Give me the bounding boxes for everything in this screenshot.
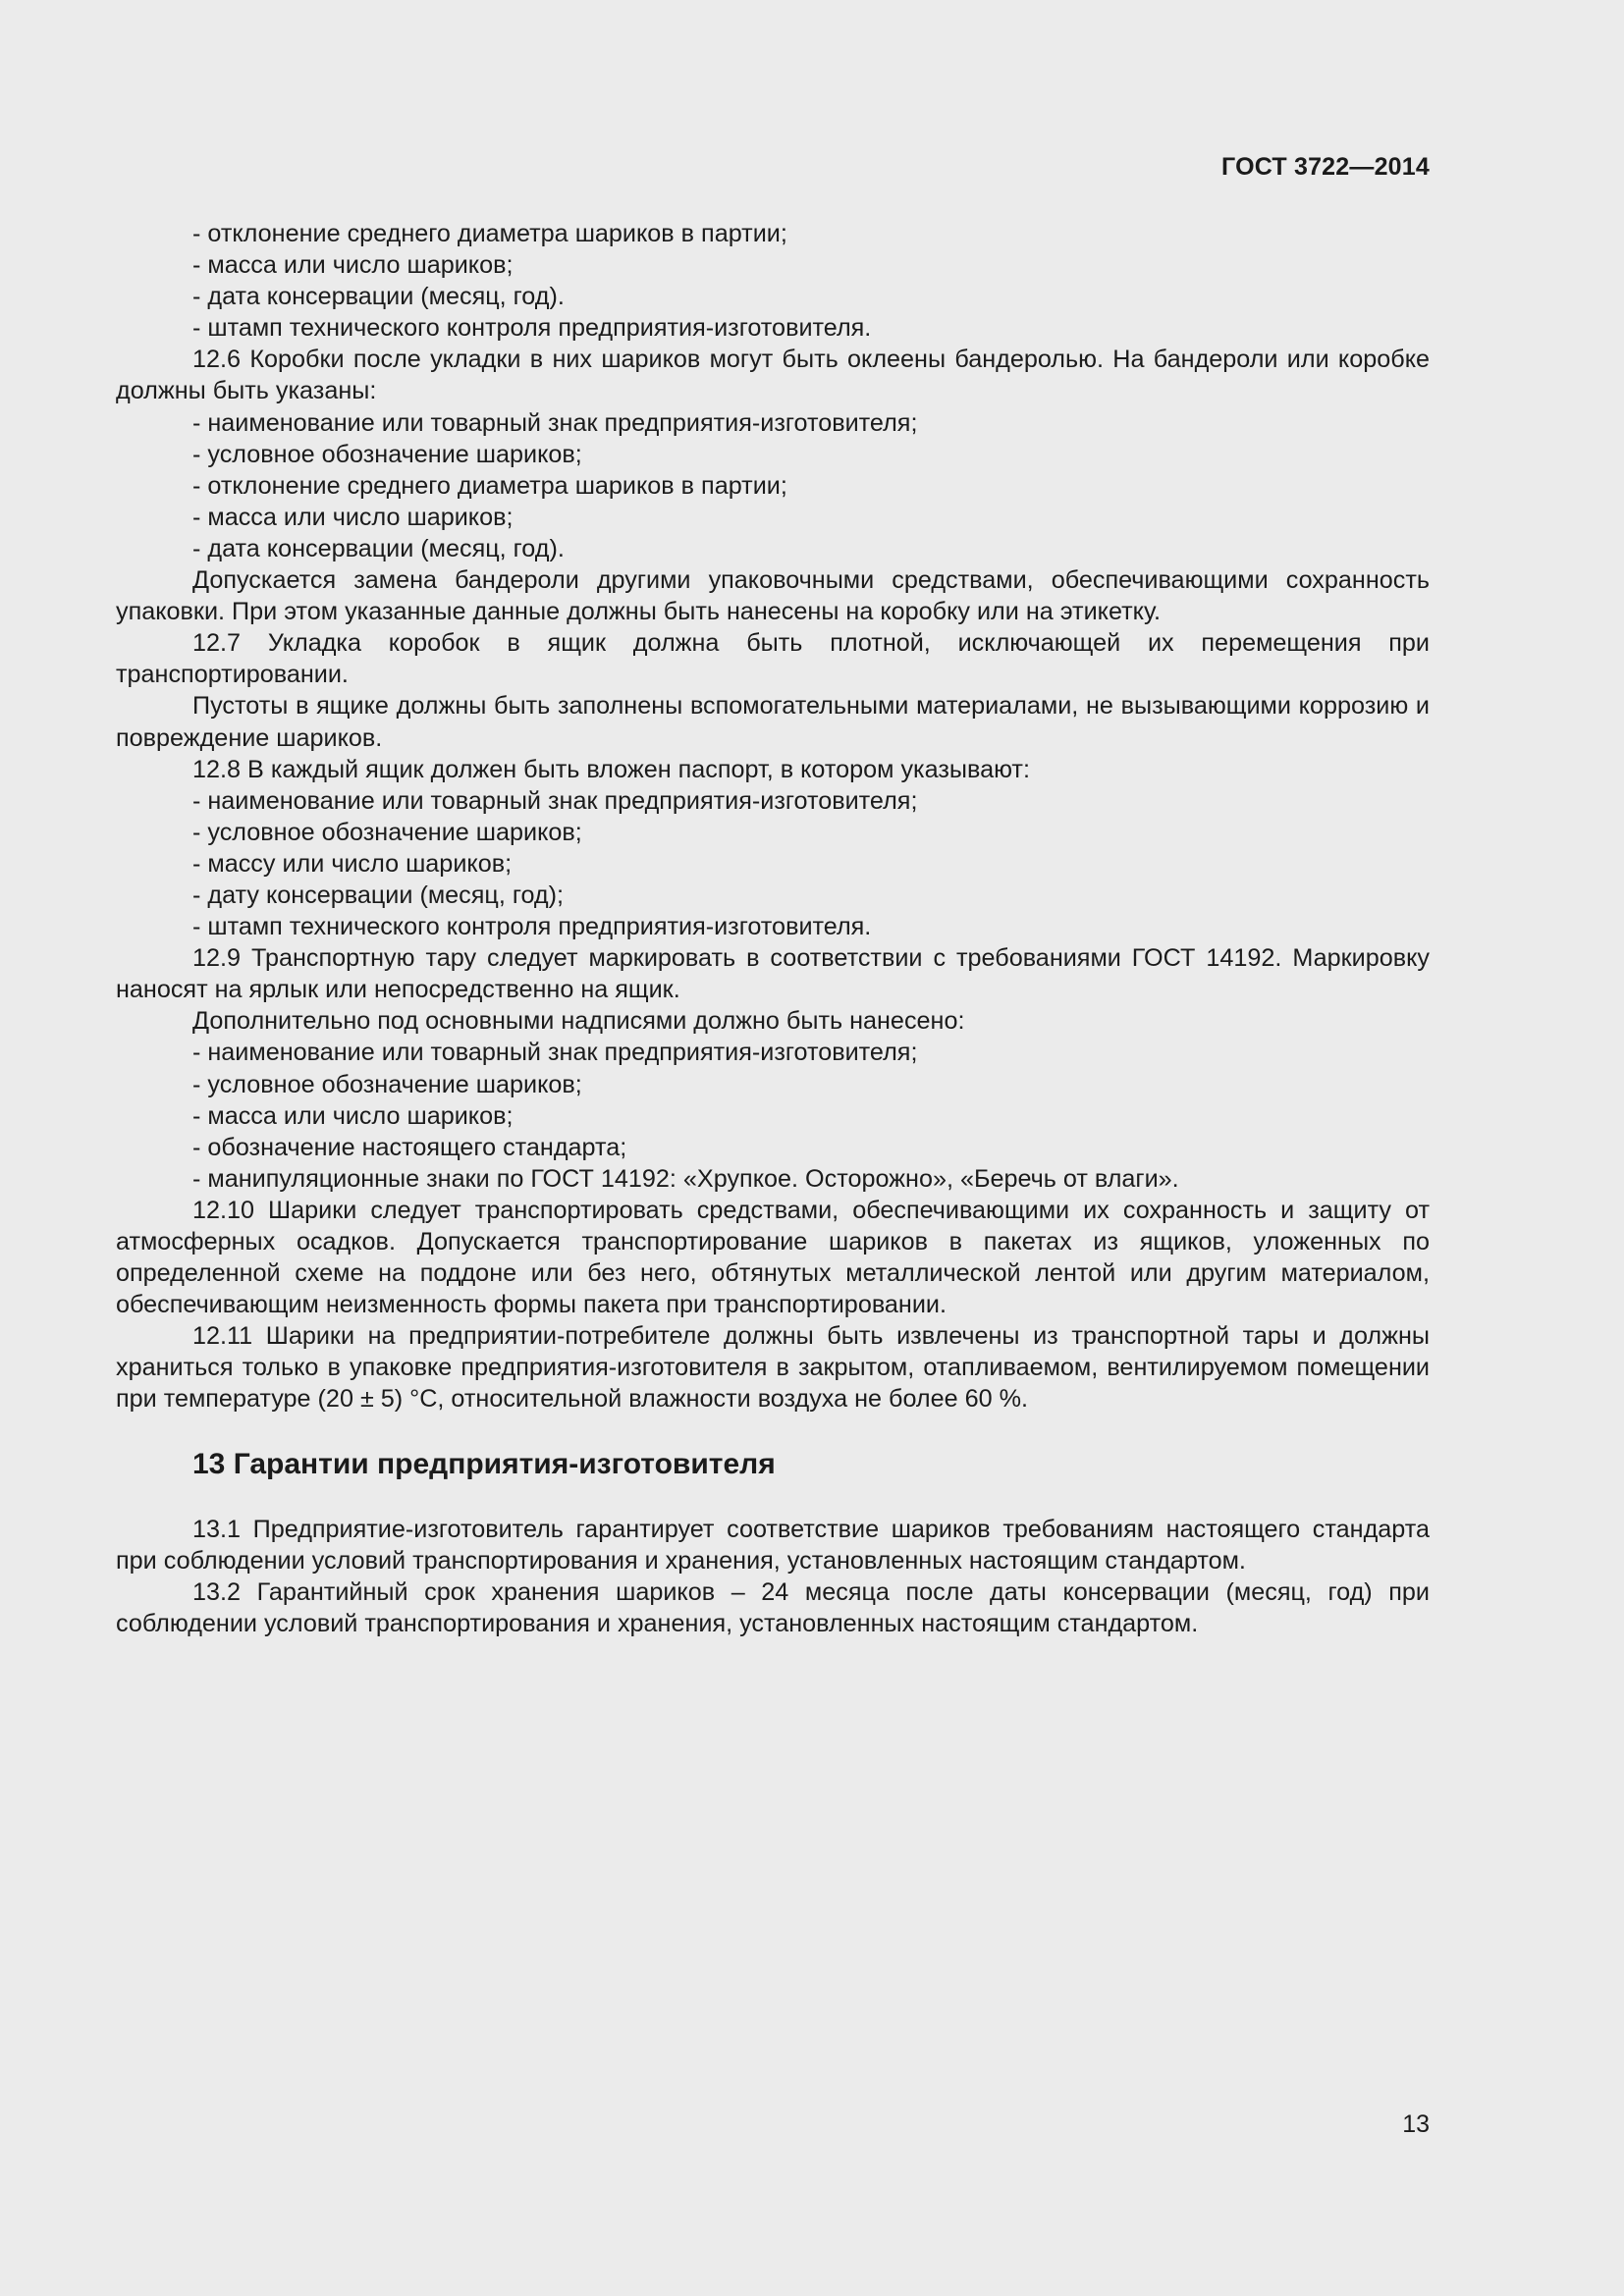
list-item: - отклонение среднего диаметра шариков в партии; <box>192 220 787 247</box>
paragraph: 13.1 Предприятие-изготовитель гарантирует соответствие шариков требованиям настоящего стандарта при соблюдении условий транспортирования и хранения, установленных настоящим стандартом. <box>116 1515 1430 1575</box>
paragraph: 12.10 Шарики следует транспортировать средствами, обеспечивающими их сохранность и защиту от атмосферных осадков. Допускается транспортирование шариков в пакетах из ящиков, уложенных по определенной схеме на поддоне или без него, обтянутых металлической лентой или другим материалом, обеспечивающим неизменность формы пакета при транспортировании. <box>116 1196 1430 1319</box>
list-item: - массу или число шариков; <box>192 849 513 878</box>
list-item: - дата консервации (месяц, год). <box>192 534 565 562</box>
paragraph: 12.6 Коробки после укладки в них шариков могут быть оклеены бандеролью. На бандероли или коробке должны быть указаны: <box>116 346 1430 405</box>
list-item: - масса или число шариков; <box>192 251 514 280</box>
list-item: - обозначение настоящего стандарта; <box>192 1133 627 1161</box>
paragraph: 13.2 Гарантийный срок хранения шариков – 24 месяца после даты консервации (месяц, год) при соблюдении условий транспортирования и хранения, установленных настоящим стандартом. <box>116 1577 1430 1637</box>
list-item: - наименование или товарный знак предприятия-изготовителя; <box>192 1039 918 1067</box>
list-item: - наименование или товарный знак предприятия-изготовителя; <box>192 408 918 437</box>
paragraph: 12.9 Транспортную тару следует маркировать в соответствии с требованиями ГОСТ 14192. Маркировку наносят на ярлык или непосредственно на ящик. <box>116 944 1430 1004</box>
list-item: - дату консервации (месяц, год); <box>192 881 564 909</box>
section-heading: 13 Гарантии предприятия-изготовителя <box>192 1447 776 1480</box>
document-code-header: ГОСТ 3722—2014 <box>1221 153 1430 181</box>
list-item: - штамп технического контроля предприятия-изготовителя. <box>192 913 872 941</box>
paragraph: Допускается замена бандероли другими упаковочными средствами, обеспечивающими сохранность упаковки. При этом указанные данные должны быть нанесены на коробку или на этикетку. <box>116 566 1430 626</box>
paragraph: Дополнительно под основными надписями должно быть нанесено: <box>192 1007 965 1036</box>
list-item: - условное обозначение шариков; <box>192 818 582 846</box>
paragraph: 12.8 В каждый ящик должен быть вложен паспорт, в котором указывают: <box>192 755 1030 783</box>
list-item: - манипуляционные знаки по ГОСТ 14192: «Хрупкое. Осторожно», «Беречь от влаги». <box>192 1164 1179 1193</box>
paragraph: Пустоты в ящике должны быть заполнены вспомогательными материалами, не вызывающими коррозию и повреждение шариков. <box>116 692 1430 752</box>
list-item: - штамп технического контроля предприятия-изготовителя. <box>192 314 872 343</box>
paragraph: 12.7 Укладка коробок в ящик должна быть плотной, исключающей их перемещения при транспортировании. <box>116 629 1430 689</box>
paragraph: 12.11 Шарики на предприятии-потребителе должны быть извлечены из транспортной тары и должны храниться только в упаковке предприятия-изготовителя в закрытом, отапливаемом, вентилируемом помещении при температуре (20 ± 5) °С, относительной влажности воздуха не более 60 %. <box>116 1322 1430 1414</box>
list-item: - условное обозначение шариков; <box>192 440 582 468</box>
list-item: - масса или число шариков; <box>192 1101 514 1130</box>
page-number: 13 <box>1402 2110 1430 2138</box>
list-item: - условное обозначение шариков; <box>192 1070 582 1098</box>
list-item: - масса или число шариков; <box>192 503 514 531</box>
list-item: - дата консервации (месяц, год). <box>192 283 565 311</box>
document-body <box>116 218 1430 1639</box>
list-item: - наименование или товарный знак предприятия-изготовителя; <box>192 786 918 815</box>
list-item: - отклонение среднего диаметра шариков в партии; <box>192 471 787 500</box>
